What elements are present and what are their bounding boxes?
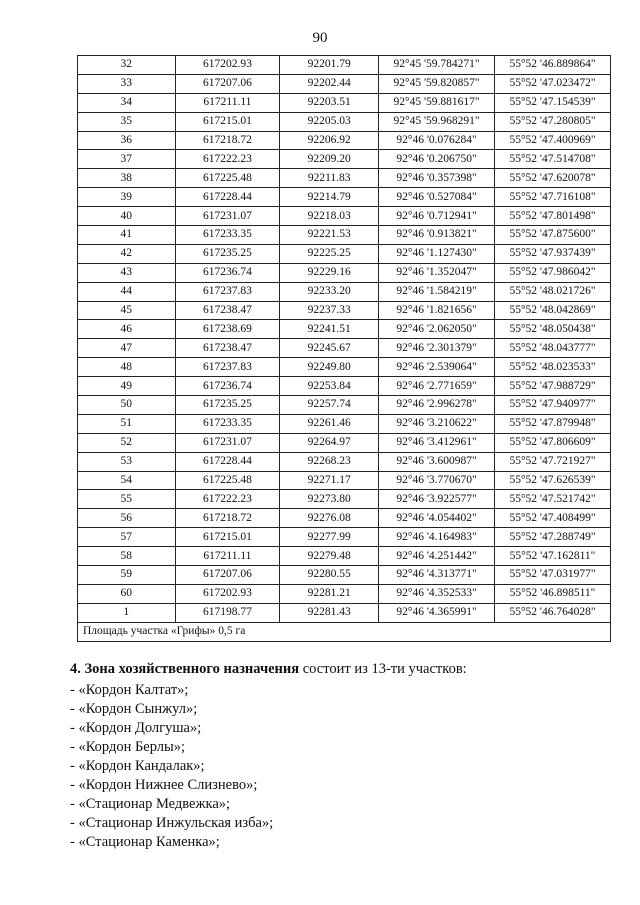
x-coordinate-cell: 617218.72 (175, 509, 280, 528)
y-coordinate-cell: 92253.84 (280, 377, 379, 396)
longitude-cell: 92°46 '0.527084" (379, 188, 495, 207)
x-coordinate-cell: 617222.23 (175, 490, 280, 509)
table-row (78, 377, 611, 396)
x-coordinate-cell: 617215.01 (175, 112, 280, 131)
y-coordinate-cell: 92201.79 (280, 56, 379, 75)
table-row (78, 188, 611, 207)
y-coordinate-cell: 92276.08 (280, 509, 379, 528)
y-coordinate-cell: 92261.46 (280, 414, 379, 433)
latitude-cell: 55°52 '47.280805" (495, 112, 611, 131)
latitude-cell: 55°52 '47.988729" (495, 377, 611, 396)
latitude-cell: 55°52 '48.043777" (495, 339, 611, 358)
longitude-cell: 92°45 '59.820857" (379, 74, 495, 93)
list-item: - «Кордон Нижнее Слизнево»; (70, 777, 258, 793)
latitude-cell: 55°52 '47.514708" (495, 150, 611, 169)
table-row (78, 339, 611, 358)
x-coordinate-cell: 617211.11 (175, 93, 280, 112)
point-number-cell: 36 (78, 131, 176, 150)
table-row (78, 584, 611, 603)
longitude-cell: 92°46 '3.412961" (379, 433, 495, 452)
y-coordinate-cell: 92257.74 (280, 396, 379, 415)
longitude-cell: 92°46 '3.922577" (379, 490, 495, 509)
point-number-cell: 38 (78, 169, 176, 188)
point-number-cell: 55 (78, 490, 176, 509)
y-coordinate-cell: 92218.03 (280, 207, 379, 226)
latitude-cell: 55°52 '46.889864" (495, 56, 611, 75)
point-number-cell: 44 (78, 282, 176, 301)
point-number-cell: 32 (78, 56, 176, 75)
point-number-cell: 57 (78, 528, 176, 547)
longitude-cell: 92°46 '1.584219" (379, 282, 495, 301)
latitude-cell: 55°52 '48.021726" (495, 282, 611, 301)
coordinates-table (77, 55, 611, 642)
latitude-cell: 55°52 '47.940977" (495, 396, 611, 415)
y-coordinate-cell: 92277.99 (280, 528, 379, 547)
area-note-row (78, 622, 611, 641)
x-coordinate-cell: 617207.06 (175, 566, 280, 585)
longitude-cell: 92°46 '1.352047" (379, 263, 495, 282)
point-number-cell: 59 (78, 566, 176, 585)
latitude-cell: 55°52 '47.162811" (495, 547, 611, 566)
area-note: Площадь участка «Грифы» 0,5 га (78, 622, 611, 641)
x-coordinate-cell: 617225.48 (175, 169, 280, 188)
latitude-cell: 55°52 '47.400969" (495, 131, 611, 150)
latitude-cell: 55°52 '47.626539" (495, 471, 611, 490)
section-4-heading (70, 660, 610, 679)
table-row (78, 169, 611, 188)
x-coordinate-cell: 617202.93 (175, 56, 280, 75)
y-coordinate-cell: 92249.80 (280, 358, 379, 377)
plots-list (70, 681, 610, 852)
table-row (78, 452, 611, 471)
table-row (78, 358, 611, 377)
x-coordinate-cell: 617238.69 (175, 320, 280, 339)
x-coordinate-cell: 617231.07 (175, 433, 280, 452)
y-coordinate-cell: 92211.83 (280, 169, 379, 188)
point-number-cell: 45 (78, 301, 176, 320)
table-row (78, 301, 611, 320)
x-coordinate-cell: 617236.74 (175, 263, 280, 282)
point-number-cell: 46 (78, 320, 176, 339)
table-row (78, 509, 611, 528)
longitude-cell: 92°46 '4.352533" (379, 584, 495, 603)
table-row (78, 74, 611, 93)
latitude-cell: 55°52 '47.023472" (495, 74, 611, 93)
table-row (78, 528, 611, 547)
latitude-cell: 55°52 '47.721927" (495, 452, 611, 471)
latitude-cell: 55°52 '47.879948" (495, 414, 611, 433)
point-number-cell: 39 (78, 188, 176, 207)
latitude-cell: 55°52 '47.986042" (495, 263, 611, 282)
table-row (78, 566, 611, 585)
y-coordinate-cell: 92202.44 (280, 74, 379, 93)
longitude-cell: 92°46 '3.770670" (379, 471, 495, 490)
latitude-cell: 55°52 '48.042869" (495, 301, 611, 320)
x-coordinate-cell: 617233.35 (175, 226, 280, 245)
y-coordinate-cell: 92245.67 (280, 339, 379, 358)
y-coordinate-cell: 92281.21 (280, 584, 379, 603)
y-coordinate-cell: 92281.43 (280, 603, 379, 622)
list-item: - «Кордон Кандалак»; (70, 758, 205, 774)
latitude-cell: 55°52 '47.716108" (495, 188, 611, 207)
point-number-cell: 50 (78, 396, 176, 415)
section-4 (70, 660, 610, 852)
y-coordinate-cell: 92214.79 (280, 188, 379, 207)
page-number: 90 (312, 30, 328, 46)
longitude-cell: 92°45 '59.784271" (379, 56, 495, 75)
table-row (78, 490, 611, 509)
longitude-cell: 92°46 '0.076284" (379, 131, 495, 150)
longitude-cell: 92°46 '2.539064" (379, 358, 495, 377)
latitude-cell: 55°52 '47.875600" (495, 226, 611, 245)
longitude-cell: 92°46 '3.600987" (379, 452, 495, 471)
x-coordinate-cell: 617198.77 (175, 603, 280, 622)
section-4-title: Зона хозяйственного назначения (84, 661, 300, 677)
latitude-cell: 55°52 '46.764028" (495, 603, 611, 622)
table-row (78, 131, 611, 150)
x-coordinate-cell: 617238.47 (175, 301, 280, 320)
x-coordinate-cell: 617202.93 (175, 584, 280, 603)
x-coordinate-cell: 617235.25 (175, 396, 280, 415)
point-number-cell: 40 (78, 207, 176, 226)
longitude-cell: 92°46 '2.062050" (379, 320, 495, 339)
longitude-cell: 92°45 '59.968291" (379, 112, 495, 131)
latitude-cell: 55°52 '47.154539" (495, 93, 611, 112)
x-coordinate-cell: 617207.06 (175, 74, 280, 93)
x-coordinate-cell: 617228.44 (175, 188, 280, 207)
y-coordinate-cell: 92271.17 (280, 471, 379, 490)
table-row (78, 603, 611, 622)
x-coordinate-cell: 617211.11 (175, 547, 280, 566)
section-4-title-rest: состоит из 13-ти участков: (299, 661, 467, 677)
latitude-cell: 55°52 '46.898511" (495, 584, 611, 603)
longitude-cell: 92°46 '0.913821" (379, 226, 495, 245)
point-number-cell: 43 (78, 263, 176, 282)
point-number-cell: 42 (78, 244, 176, 263)
table-row (78, 396, 611, 415)
latitude-cell: 55°52 '47.620078" (495, 169, 611, 188)
point-number-cell: 60 (78, 584, 176, 603)
longitude-cell: 92°46 '4.054402" (379, 509, 495, 528)
latitude-cell: 55°52 '47.031977" (495, 566, 611, 585)
coordinates-table-body (78, 56, 611, 642)
list-item: - «Кордон Калтат»; (70, 682, 189, 698)
y-coordinate-cell: 92225.25 (280, 244, 379, 263)
x-coordinate-cell: 617236.74 (175, 377, 280, 396)
x-coordinate-cell: 617233.35 (175, 414, 280, 433)
x-coordinate-cell: 617215.01 (175, 528, 280, 547)
y-coordinate-cell: 92206.92 (280, 131, 379, 150)
x-coordinate-cell: 617225.48 (175, 471, 280, 490)
longitude-cell: 92°46 '4.313771" (379, 566, 495, 585)
latitude-cell: 55°52 '47.801498" (495, 207, 611, 226)
latitude-cell: 55°52 '48.050438" (495, 320, 611, 339)
point-number-cell: 52 (78, 433, 176, 452)
list-item: - «Кордон Берлы»; (70, 739, 186, 755)
y-coordinate-cell: 92268.23 (280, 452, 379, 471)
point-number-cell: 47 (78, 339, 176, 358)
point-number-cell: 56 (78, 509, 176, 528)
x-coordinate-cell: 617238.47 (175, 339, 280, 358)
longitude-cell: 92°46 '2.771659" (379, 377, 495, 396)
latitude-cell: 55°52 '47.408499" (495, 509, 611, 528)
table-row (78, 207, 611, 226)
table-row (78, 282, 611, 301)
longitude-cell: 92°46 '0.357398" (379, 169, 495, 188)
table-row (78, 244, 611, 263)
latitude-cell: 55°52 '47.806609" (495, 433, 611, 452)
x-coordinate-cell: 617231.07 (175, 207, 280, 226)
list-item: - «Стационар Медвежка»; (70, 796, 231, 812)
x-coordinate-cell: 617235.25 (175, 244, 280, 263)
longitude-cell: 92°46 '4.164983" (379, 528, 495, 547)
longitude-cell: 92°46 '1.127430" (379, 244, 495, 263)
y-coordinate-cell: 92203.51 (280, 93, 379, 112)
list-item: - «Стационар Каменка»; (70, 834, 220, 850)
y-coordinate-cell: 92209.20 (280, 150, 379, 169)
point-number-cell: 51 (78, 414, 176, 433)
list-item: - «Кордон Долгуша»; (70, 720, 202, 736)
latitude-cell: 55°52 '47.288749" (495, 528, 611, 547)
point-number-cell: 58 (78, 547, 176, 566)
point-number-cell: 48 (78, 358, 176, 377)
point-number-cell: 41 (78, 226, 176, 245)
y-coordinate-cell: 92280.55 (280, 566, 379, 585)
table-row (78, 93, 611, 112)
point-number-cell: 33 (78, 74, 176, 93)
y-coordinate-cell: 92237.33 (280, 301, 379, 320)
point-number-cell: 35 (78, 112, 176, 131)
table-row (78, 150, 611, 169)
x-coordinate-cell: 617228.44 (175, 452, 280, 471)
section-4-number: 4. (70, 661, 81, 677)
longitude-cell: 92°46 '3.210622" (379, 414, 495, 433)
table-row (78, 414, 611, 433)
y-coordinate-cell: 92264.97 (280, 433, 379, 452)
longitude-cell: 92°46 '0.712941" (379, 207, 495, 226)
y-coordinate-cell: 92229.16 (280, 263, 379, 282)
longitude-cell: 92°46 '4.251442" (379, 547, 495, 566)
point-number-cell: 49 (78, 377, 176, 396)
y-coordinate-cell: 92279.48 (280, 547, 379, 566)
table-row (78, 320, 611, 339)
y-coordinate-cell: 92221.53 (280, 226, 379, 245)
point-number-cell: 53 (78, 452, 176, 471)
list-item: - «Стационар Инжульская изба»; (70, 815, 274, 831)
latitude-cell: 55°52 '47.937439" (495, 244, 611, 263)
x-coordinate-cell: 617218.72 (175, 131, 280, 150)
table-row (78, 112, 611, 131)
point-number-cell: 1 (78, 603, 176, 622)
longitude-cell: 92°45 '59.881617" (379, 93, 495, 112)
y-coordinate-cell: 92205.03 (280, 112, 379, 131)
longitude-cell: 92°46 '4.365991" (379, 603, 495, 622)
longitude-cell: 92°46 '0.206750" (379, 150, 495, 169)
y-coordinate-cell: 92273.80 (280, 490, 379, 509)
y-coordinate-cell: 92241.51 (280, 320, 379, 339)
latitude-cell: 55°52 '48.023533" (495, 358, 611, 377)
point-number-cell: 54 (78, 471, 176, 490)
x-coordinate-cell: 617237.83 (175, 282, 280, 301)
x-coordinate-cell: 617222.23 (175, 150, 280, 169)
point-number-cell: 37 (78, 150, 176, 169)
latitude-cell: 55°52 '47.521742" (495, 490, 611, 509)
table-row (78, 263, 611, 282)
longitude-cell: 92°46 '1.821656" (379, 301, 495, 320)
table-row (78, 56, 611, 75)
longitude-cell: 92°46 '2.996278" (379, 396, 495, 415)
table-row (78, 547, 611, 566)
point-number-cell: 34 (78, 93, 176, 112)
x-coordinate-cell: 617237.83 (175, 358, 280, 377)
list-item: - «Кордон Сынжул»; (70, 701, 198, 717)
table-row (78, 471, 611, 490)
longitude-cell: 92°46 '2.301379" (379, 339, 495, 358)
table-row (78, 226, 611, 245)
table-row (78, 433, 611, 452)
y-coordinate-cell: 92233.20 (280, 282, 379, 301)
